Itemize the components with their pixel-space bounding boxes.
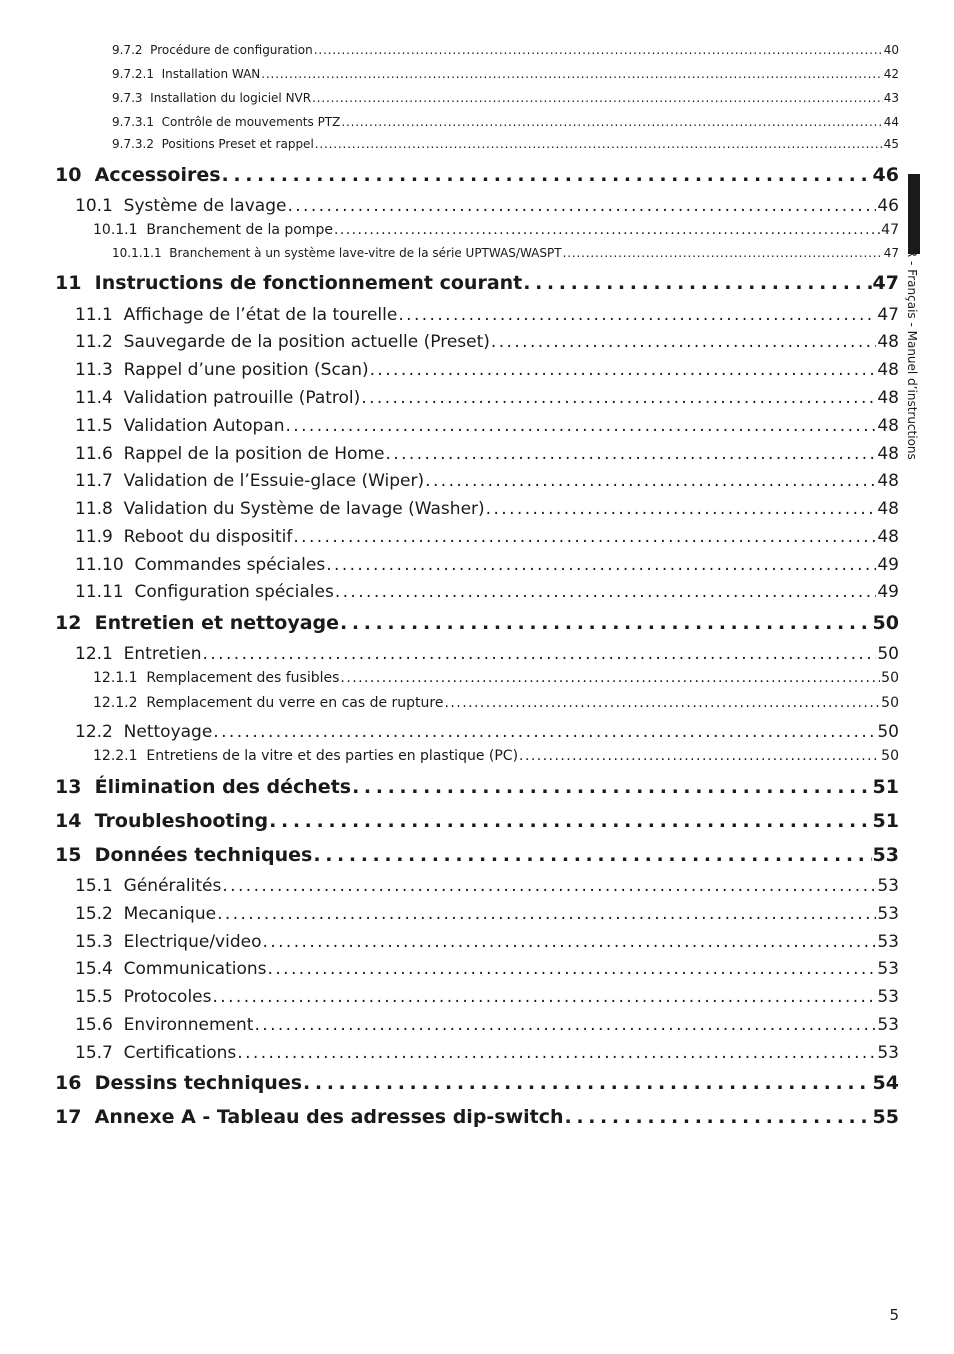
toc-dot-leader — [486, 499, 877, 519]
toc-dot-leader — [217, 904, 876, 924]
toc-dot-leader — [385, 444, 876, 464]
toc-entry[interactable] — [75, 1043, 899, 1063]
toc-entry-page: 48 — [877, 416, 899, 436]
toc-entry-title: 15.6 Environnement — [75, 1015, 254, 1035]
toc-entry-title: 15.3 Electrique/video — [75, 932, 262, 952]
toc-entry-page: 50 — [881, 695, 899, 711]
toc-entry-title: 15.2 Mecanique — [75, 904, 217, 924]
toc-entry-title: 11.3 Rappel d’une position (Scan) — [75, 360, 369, 380]
toc-entry-title: 13 Élimination des déchets — [55, 776, 352, 798]
toc-dot-leader — [340, 612, 872, 634]
toc-entry-title: 10.1 Système de lavage — [75, 196, 287, 216]
toc-entry-page: 50 — [881, 748, 899, 764]
toc-entry[interactable] — [75, 582, 899, 602]
toc-entry-title: 9.7.2 Procédure de configuration — [112, 43, 313, 57]
toc-entry[interactable] — [112, 91, 899, 105]
toc-dot-leader — [212, 987, 876, 1007]
toc-entry[interactable] — [75, 360, 899, 380]
toc-entry[interactable] — [75, 876, 899, 896]
toc-entry[interactable] — [55, 164, 899, 186]
toc-entry-title: 14 Troubleshooting — [55, 810, 269, 832]
toc-entry[interactable] — [75, 722, 899, 742]
toc-entry-page: 53 — [872, 844, 899, 866]
toc-entry[interactable] — [93, 748, 899, 764]
toc-dot-leader — [563, 246, 883, 260]
toc-entry[interactable] — [75, 332, 899, 352]
toc-entry-page: 45 — [883, 137, 899, 151]
toc-entry-page: 49 — [877, 555, 899, 575]
toc-entry-title: 10.1.1.1 Branchement à un système lave-vitre de la série UPTWAS/WASPT — [112, 246, 562, 260]
toc-entry-page: 53 — [877, 932, 899, 952]
toc-entry-title: 10 Accessoires — [55, 164, 221, 186]
toc-entry[interactable] — [75, 471, 899, 491]
toc-entry-page: 50 — [877, 644, 899, 664]
toc-entry[interactable] — [55, 1072, 899, 1094]
toc-entry[interactable] — [75, 196, 899, 216]
toc-dot-leader — [370, 360, 877, 380]
toc-entry-page: 40 — [883, 43, 899, 57]
toc-entry-page: 47 — [872, 272, 899, 294]
toc-entry-page: 48 — [877, 471, 899, 491]
toc-entry[interactable] — [112, 67, 899, 81]
toc-entry[interactable] — [75, 1015, 899, 1035]
toc-entry-page: 48 — [877, 527, 899, 547]
toc-entry-page: 43 — [883, 91, 899, 105]
toc-entry-page: 51 — [872, 810, 899, 832]
toc-entry-title: 16 Dessins techniques — [55, 1072, 303, 1094]
toc-dot-leader — [335, 582, 877, 602]
toc-entry[interactable] — [75, 904, 899, 924]
toc-entry[interactable] — [93, 695, 899, 711]
toc-entry-page: 44 — [883, 115, 899, 129]
toc-entry-title: 11 Instructions de fonctionnement courant — [55, 272, 523, 294]
toc-entry-page: 48 — [877, 360, 899, 380]
toc-entry-title: 11.10 Commandes spéciales — [75, 555, 326, 575]
toc-entry-page: 48 — [877, 444, 899, 464]
toc-entry-page: 53 — [877, 959, 899, 979]
toc-entry-page: 53 — [877, 904, 899, 924]
toc-dot-leader — [398, 305, 876, 325]
toc-dot-leader — [314, 43, 883, 57]
toc-dot-leader — [293, 527, 876, 547]
toc-dot-leader — [261, 67, 882, 81]
toc-dot-leader — [222, 164, 872, 186]
toc-entry[interactable] — [112, 115, 899, 129]
toc-entry-title: 12.1 Entretien — [75, 644, 202, 664]
toc-entry-title: 11.5 Validation Autopan — [75, 416, 285, 436]
toc-entry[interactable] — [75, 416, 899, 436]
toc-entry[interactable] — [55, 1106, 899, 1128]
toc-entry[interactable] — [75, 987, 899, 1007]
toc-entry-title: 11.8 Validation du Système de lavage (Washer) — [75, 499, 485, 519]
toc-entry[interactable] — [75, 527, 899, 547]
toc-entry-page: 47 — [877, 305, 899, 325]
toc-entry-page: 51 — [872, 776, 899, 798]
toc-dot-leader — [565, 1106, 872, 1128]
toc-entry-title: 15.7 Certifications — [75, 1043, 237, 1063]
toc-entry-page: 46 — [872, 164, 899, 186]
toc-dot-leader — [313, 844, 871, 866]
toc-entry[interactable] — [112, 246, 899, 260]
toc-entry-title: 10.1.1 Branchement de la pompe — [93, 222, 333, 238]
toc-dot-leader — [203, 644, 877, 664]
toc-entry-title: 15.1 Généralités — [75, 876, 222, 896]
page-number: 5 — [889, 1306, 899, 1324]
toc-entry[interactable] — [55, 810, 899, 832]
toc-entry[interactable] — [55, 776, 899, 798]
toc-entry[interactable] — [93, 222, 899, 238]
toc-entry-title: 11.11 Configuration spéciales — [75, 582, 334, 602]
toc-dot-leader — [213, 722, 876, 742]
toc-entry-page: 50 — [881, 670, 899, 686]
toc-entry[interactable] — [75, 444, 899, 464]
toc-entry-title: 9.7.3.2 Positions Preset et rappel — [112, 137, 314, 151]
toc-entry-page: 53 — [877, 1015, 899, 1035]
toc-entry-title: 11.7 Validation de l’Essuie-glace (Wiper) — [75, 471, 425, 491]
toc-dot-leader — [287, 196, 876, 216]
toc-entry-page: 54 — [872, 1072, 899, 1094]
toc-entry-title: 11.6 Rappel de la position de Home — [75, 444, 385, 464]
toc-entry-page: 48 — [877, 499, 899, 519]
toc-entry-page: 50 — [877, 722, 899, 742]
toc-dot-leader — [445, 695, 881, 711]
toc-dot-leader — [326, 555, 876, 575]
toc-entry[interactable] — [75, 644, 899, 664]
toc-entry-title: 12.2.1 Entretiens de la vitre et des parties en plastique (PC) — [93, 748, 519, 764]
toc-entry-page: 50 — [872, 612, 899, 634]
toc-dot-leader — [312, 91, 883, 105]
toc-entry-page: 53 — [877, 987, 899, 1007]
toc-entry[interactable] — [55, 844, 899, 866]
toc-entry[interactable] — [55, 272, 899, 294]
toc-entry-title: 9.7.2.1 Installation WAN — [112, 67, 261, 81]
toc-entry-title: 12 Entretien et nettoyage — [55, 612, 340, 634]
toc-entry-page: 48 — [877, 388, 899, 408]
toc-entry-page: 49 — [877, 582, 899, 602]
toc-dot-leader — [268, 959, 877, 979]
toc-entry-title: 15.4 Communications — [75, 959, 267, 979]
toc-entry[interactable] — [75, 305, 899, 325]
side-language-label: FR - Français - Manuel d’instructions — [905, 242, 919, 460]
toc-entry[interactable] — [75, 388, 899, 408]
toc-entry[interactable] — [75, 499, 899, 519]
toc-entry-title: 9.7.3 Installation du logiciel NVR — [112, 91, 312, 105]
toc-entry-title: 11.1 Affichage de l’état de la tourelle — [75, 305, 398, 325]
toc-entry-page: 53 — [877, 1043, 899, 1063]
toc-dot-leader — [340, 670, 880, 686]
toc-entry[interactable] — [75, 932, 899, 952]
toc-entry-page: 47 — [881, 222, 899, 238]
toc-dot-leader — [222, 876, 876, 896]
toc-entry-title: 12.1.2 Remplacement du verre en cas de rupture — [93, 695, 444, 711]
toc-entry-page: 47 — [883, 246, 899, 260]
toc-entry-title: 11.4 Validation patrouille (Patrol) — [75, 388, 361, 408]
toc-entry-page: 46 — [877, 196, 899, 216]
toc-entry[interactable] — [75, 555, 899, 575]
toc-dot-leader — [491, 332, 876, 352]
toc-dot-leader — [303, 1072, 872, 1094]
toc-entry-page: 48 — [877, 332, 899, 352]
toc-entry[interactable] — [93, 670, 899, 686]
toc-dot-leader — [361, 388, 876, 408]
toc-entry[interactable] — [112, 137, 899, 151]
toc-dot-leader — [315, 137, 883, 151]
toc-entry-title: 15.5 Protocoles — [75, 987, 212, 1007]
toc-entry[interactable] — [75, 959, 899, 979]
toc-dot-leader — [341, 115, 882, 129]
toc-entry-title: 17 Annexe A - Tableau des adresses dip-switch — [55, 1106, 564, 1128]
toc-dot-leader — [263, 932, 877, 952]
toc-entry-title: 12.2 Nettoyage — [75, 722, 213, 742]
toc-entry-title: 11.2 Sauvegarde de la position actuelle (Preset) — [75, 332, 490, 352]
toc-dot-leader — [425, 471, 876, 491]
toc-dot-leader — [519, 748, 880, 764]
toc-dot-leader — [237, 1043, 876, 1063]
toc-entry-page: 42 — [883, 67, 899, 81]
toc-dot-leader — [352, 776, 871, 798]
toc-dot-leader — [523, 272, 871, 294]
toc-entry-page: 53 — [877, 876, 899, 896]
toc-entry-title: 12.1.1 Remplacement des fusibles — [93, 670, 340, 686]
toc-entry[interactable] — [112, 43, 899, 57]
toc-entry-title: 9.7.3.1 Contrôle de mouvements PTZ — [112, 115, 341, 129]
toc-entry-title: 15 Données techniques — [55, 844, 313, 866]
toc-dot-leader — [254, 1015, 876, 1035]
toc-dot-leader — [285, 416, 876, 436]
toc-entry-title: 11.9 Reboot du dispositif — [75, 527, 293, 547]
toc-entry[interactable] — [55, 612, 899, 634]
toc-dot-leader — [269, 810, 871, 832]
toc-entry-page: 55 — [872, 1106, 899, 1128]
toc-dot-leader — [334, 222, 880, 238]
